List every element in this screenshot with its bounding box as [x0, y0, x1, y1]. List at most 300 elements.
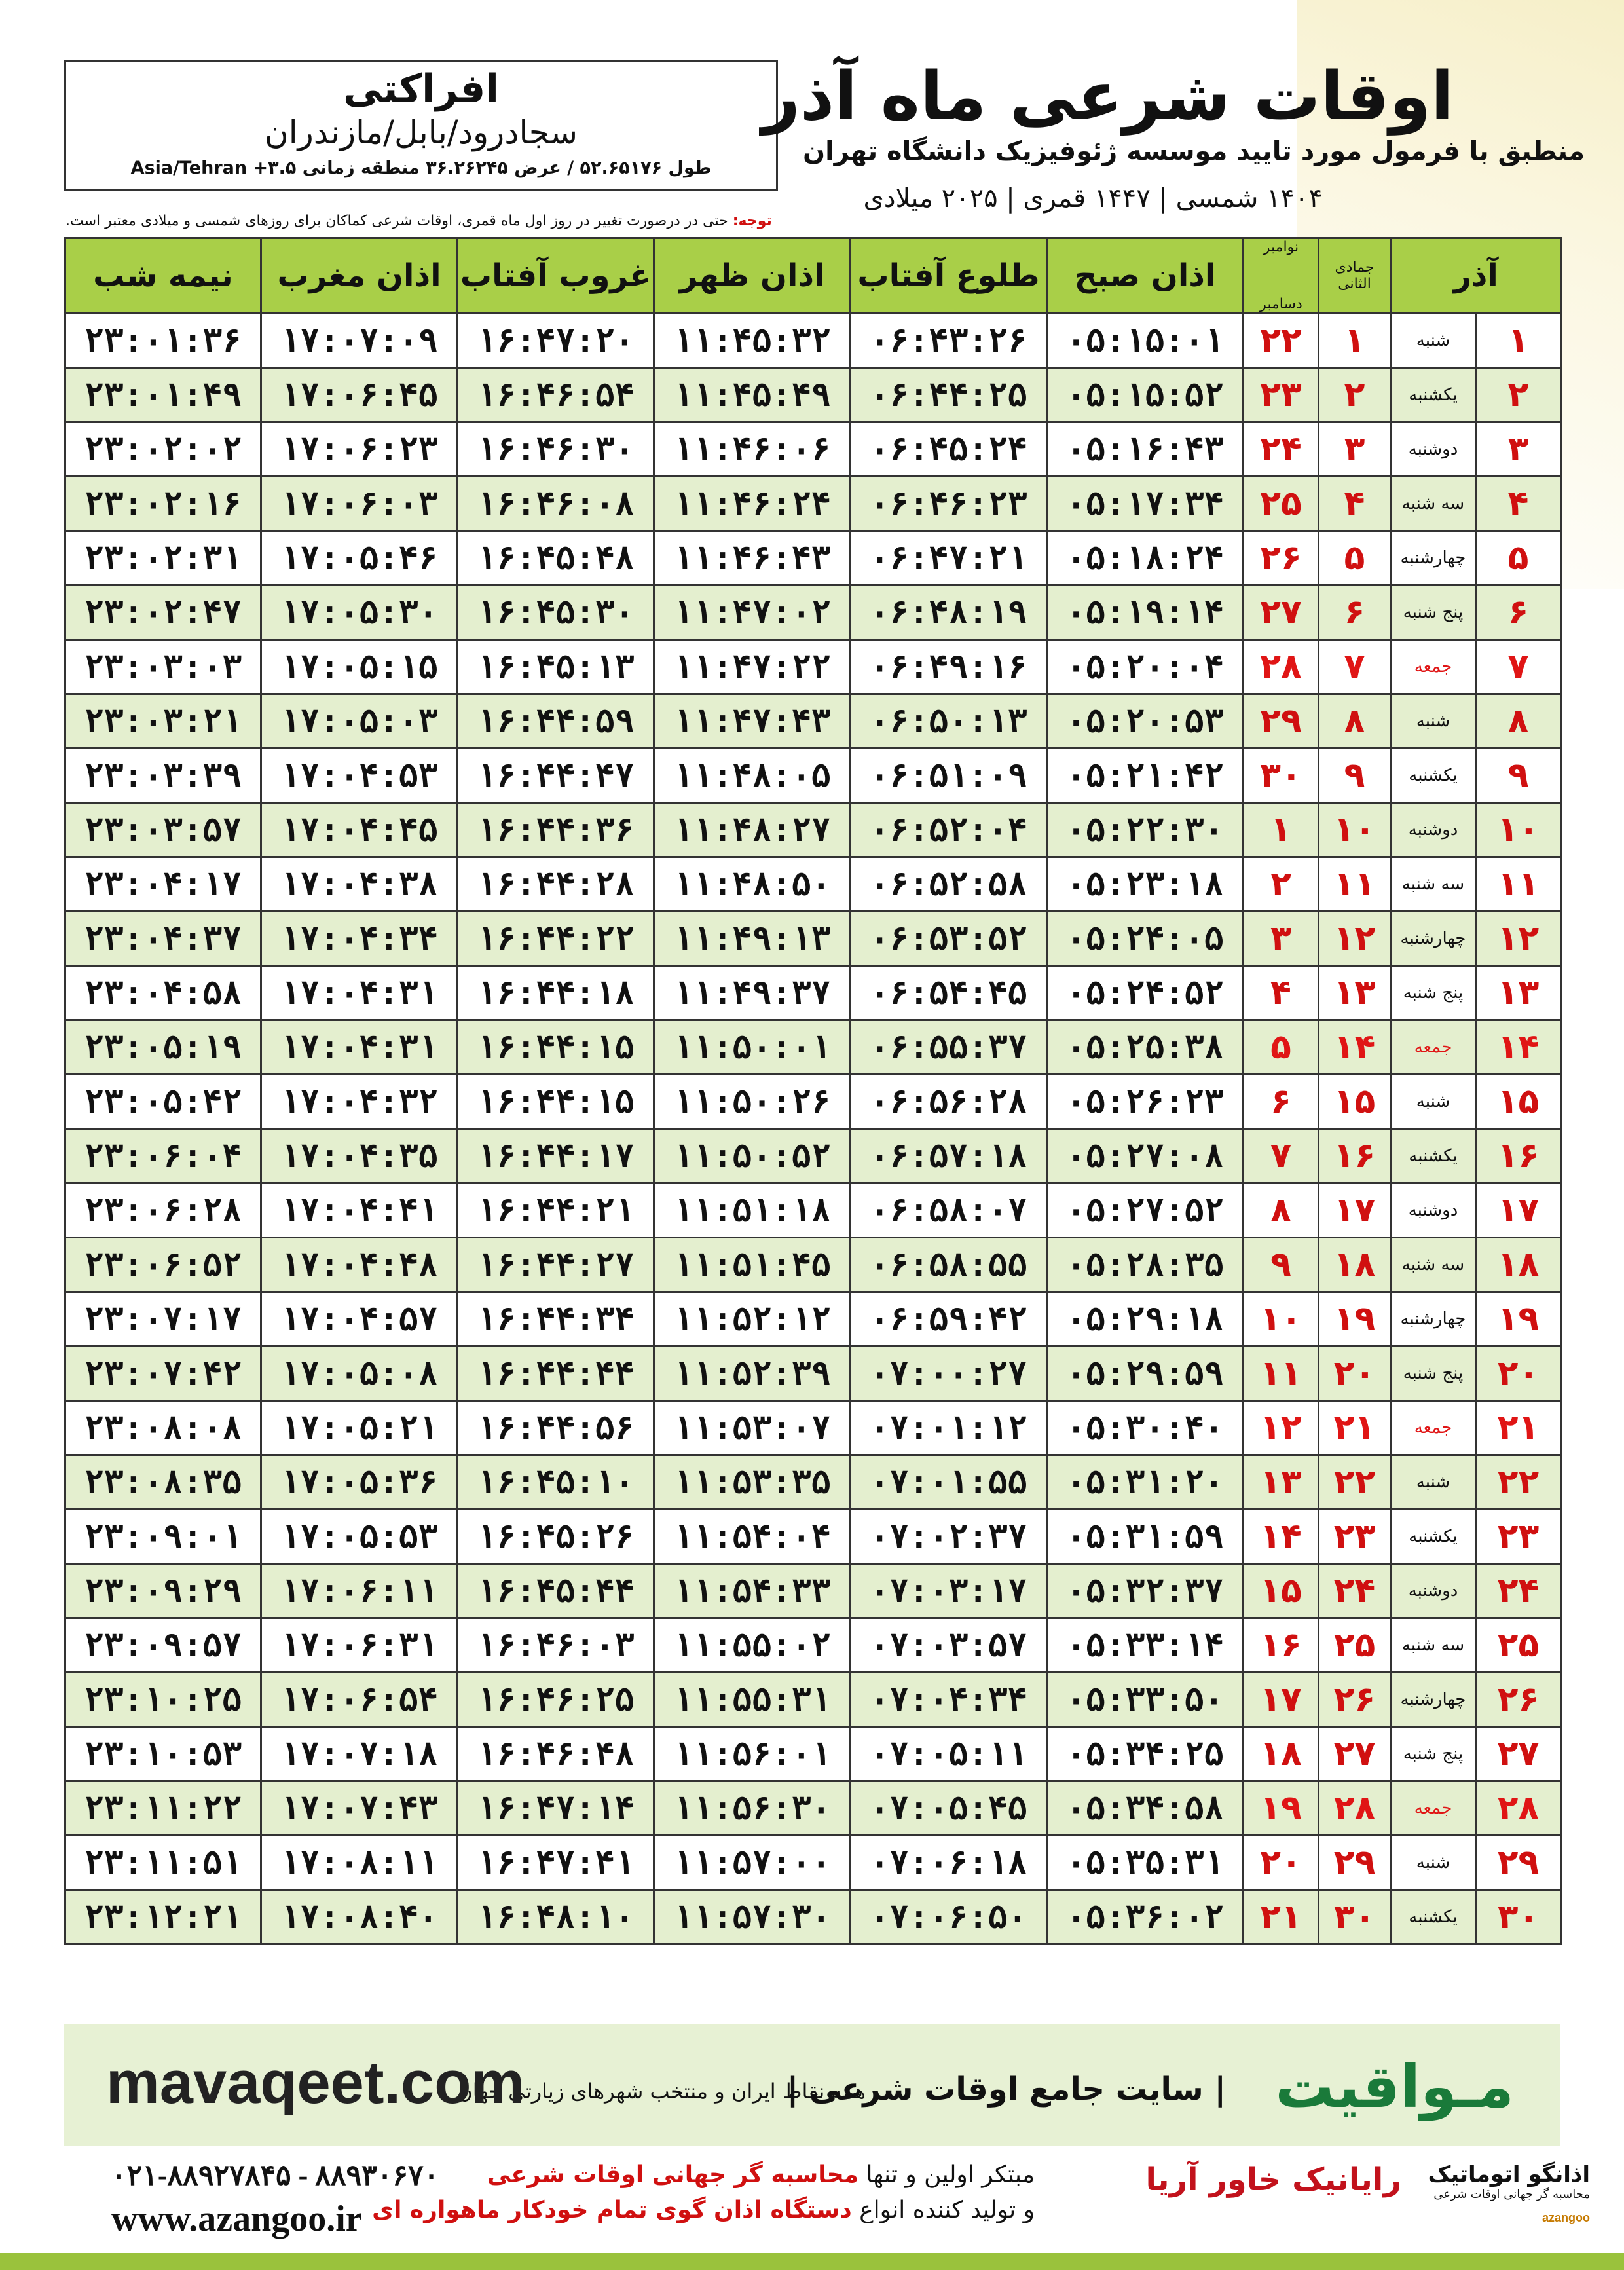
cell-dhuhr: ۱۱:۵۴:۰۴ [654, 1510, 851, 1564]
header-midnight: نیمه شب [65, 238, 261, 314]
cell-sunrise: ۰۷:۰۶:۵۰ [851, 1890, 1047, 1944]
cell-midnight: ۲۳:۰۵:۱۹ [65, 1020, 261, 1075]
cell-day: ۲۸ [1476, 1781, 1561, 1836]
cell-day: ۷ [1476, 640, 1561, 694]
cell-sunrise: ۰۷:۰۳:۵۷ [851, 1618, 1047, 1673]
header-hijri: جمادی الثانی [1319, 238, 1391, 314]
cell-sunrise: ۰۶:۵۸:۵۵ [851, 1238, 1047, 1292]
cell-day: ۱۰ [1476, 803, 1561, 857]
cell-midnight: ۲۳:۰۲:۱۶ [65, 477, 261, 531]
cell-fajr: ۰۵:۲۹:۱۸ [1047, 1292, 1244, 1347]
location-box [64, 60, 778, 191]
cell-midnight: ۲۳:۱۲:۲۱ [65, 1890, 261, 1944]
cell-dhuhr: ۱۱:۴۵:۳۲ [654, 314, 851, 368]
footer-line-1 [487, 2161, 1035, 2188]
cell-weekday: پنج شنبه [1391, 1727, 1476, 1781]
cell-weekday: دوشنبه [1391, 1183, 1476, 1238]
table-row [65, 966, 1561, 1020]
cell-day: ۲۹ [1476, 1836, 1561, 1890]
cell-hijri: ۱ [1319, 314, 1391, 368]
note-label: توجه: [732, 213, 772, 229]
table-row [65, 1673, 1561, 1727]
cell-dhuhr: ۱۱:۵۰:۲۶ [654, 1075, 851, 1129]
cell-gregorian: ۱۴ [1244, 1510, 1319, 1564]
cell-weekday: یکشنبه [1391, 1890, 1476, 1944]
cell-sunrise: ۰۶:۵۸:۰۷ [851, 1183, 1047, 1238]
cell-dhuhr: ۱۱:۵۵:۳۱ [654, 1673, 851, 1727]
azangoo-logo [1428, 2161, 1590, 2227]
cell-weekday: دوشنبه [1391, 1564, 1476, 1618]
cell-gregorian: ۲۸ [1244, 640, 1319, 694]
cell-day: ۱۴ [1476, 1020, 1561, 1075]
cell-day: ۲۵ [1476, 1618, 1561, 1673]
cell-hijri: ۲ [1319, 368, 1391, 422]
cell-sunset: ۱۶:۴۵:۱۳ [458, 640, 654, 694]
cell-gregorian: ۳ [1244, 912, 1319, 966]
cell-midnight: ۲۳:۰۱:۳۶ [65, 314, 261, 368]
cell-day: ۵ [1476, 531, 1561, 586]
cell-midnight: ۲۳:۰۸:۳۵ [65, 1455, 261, 1510]
cell-maghrib: ۱۷:۰۵:۰۸ [261, 1347, 458, 1401]
cell-fajr: ۰۵:۱۵:۵۲ [1047, 368, 1244, 422]
cell-maghrib: ۱۷:۰۵:۲۱ [261, 1401, 458, 1455]
cell-sunset: ۱۶:۴۴:۲۸ [458, 857, 654, 912]
cell-dhuhr: ۱۱:۵۱:۴۵ [654, 1238, 851, 1292]
cell-dhuhr: ۱۱:۵۲:۳۹ [654, 1347, 851, 1401]
cell-midnight: ۲۳:۰۸:۰۸ [65, 1401, 261, 1455]
cell-sunset: ۱۶:۴۶:۵۴ [458, 368, 654, 422]
cell-weekday: یکشنبه [1391, 749, 1476, 803]
phone-number: ۰۲۱-۸۸۹۲۷۸۴۵ - ۸۸۹۳۰۶۷۰ [111, 2159, 439, 2191]
cell-maghrib: ۱۷:۰۵:۰۳ [261, 694, 458, 749]
cell-fajr: ۰۵:۳۱:۲۰ [1047, 1455, 1244, 1510]
cell-sunset: ۱۶:۴۴:۲۷ [458, 1238, 654, 1292]
cell-midnight: ۲۳:۰۹:۰۱ [65, 1510, 261, 1564]
cell-gregorian: ۱۹ [1244, 1781, 1319, 1836]
cell-sunrise: ۰۶:۴۹:۱۶ [851, 640, 1047, 694]
cell-weekday: دوشنبه [1391, 803, 1476, 857]
cell-sunrise: ۰۶:۵۱:۰۹ [851, 749, 1047, 803]
cell-dhuhr: ۱۱:۴۵:۴۹ [654, 368, 851, 422]
cell-sunset: ۱۶:۴۴:۴۷ [458, 749, 654, 803]
cell-fajr: ۰۵:۲۷:۵۲ [1047, 1183, 1244, 1238]
cell-sunrise: ۰۶:۵۲:۰۴ [851, 803, 1047, 857]
cell-maghrib: ۱۷:۰۴:۴۱ [261, 1183, 458, 1238]
cell-weekday: پنج شنبه [1391, 966, 1476, 1020]
cell-dhuhr: ۱۱:۵۷:۰۰ [654, 1836, 851, 1890]
cell-gregorian: ۶ [1244, 1075, 1319, 1129]
cell-sunset: ۱۶:۴۷:۱۴ [458, 1781, 654, 1836]
banner-tagline: | سایت جامع اوقات شرعی | [786, 2071, 1226, 2108]
cell-dhuhr: ۱۱:۴۶:۰۶ [654, 422, 851, 477]
cell-gregorian: ۱ [1244, 803, 1319, 857]
table-row [65, 1564, 1561, 1618]
table-row [65, 1292, 1561, 1347]
cell-day: ۱۱ [1476, 857, 1561, 912]
header-fajr: اذان صبح [1047, 238, 1244, 314]
note-text: حتی در درصورت تغییر در روز اول ماه قمری، اوقات شرعی کماکان برای روزهای شمسی و میلادی معتبر است. [65, 213, 728, 229]
cell-hijri: ۲۷ [1319, 1727, 1391, 1781]
cell-weekday: جمعه [1391, 1401, 1476, 1455]
azangoo-logo-title: اذانگو اتوماتیک [1428, 2161, 1590, 2187]
cell-sunset: ۱۶:۴۴:۳۴ [458, 1292, 654, 1347]
cell-dhuhr: ۱۱:۵۳:۳۵ [654, 1455, 851, 1510]
header-azar: آذر [1391, 238, 1561, 314]
cell-fajr: ۰۵:۲۷:۰۸ [1047, 1129, 1244, 1183]
cell-sunrise: ۰۷:۰۱:۱۲ [851, 1401, 1047, 1455]
cell-hijri: ۵ [1319, 531, 1391, 586]
cell-midnight: ۲۳:۰۱:۴۹ [65, 368, 261, 422]
cell-gregorian: ۲۹ [1244, 694, 1319, 749]
table-header-row [65, 238, 1561, 314]
cell-midnight: ۲۳:۰۳:۲۱ [65, 694, 261, 749]
cell-maghrib: ۱۷:۰۶:۲۳ [261, 422, 458, 477]
cell-weekday: شنبه [1391, 314, 1476, 368]
cell-weekday: سه شنبه [1391, 857, 1476, 912]
cell-sunset: ۱۶:۴۶:۳۰ [458, 422, 654, 477]
cell-weekday: شنبه [1391, 1836, 1476, 1890]
cell-maghrib: ۱۷:۰۴:۳۴ [261, 912, 458, 966]
cell-hijri: ۲۱ [1319, 1401, 1391, 1455]
cell-maghrib: ۱۷:۰۸:۱۱ [261, 1836, 458, 1890]
cell-hijri: ۱۸ [1319, 1238, 1391, 1292]
region-name: سجادرود/بابل/مازندران [265, 113, 578, 151]
table-row [65, 857, 1561, 912]
cell-hijri: ۸ [1319, 694, 1391, 749]
table-row [65, 314, 1561, 368]
cell-day: ۱۵ [1476, 1075, 1561, 1129]
cell-fajr: ۰۵:۳۱:۵۹ [1047, 1510, 1244, 1564]
cell-gregorian: ۲۵ [1244, 477, 1319, 531]
footer-line-2-a: و تولید کننده انواع [859, 2197, 1035, 2223]
cell-fajr: ۰۵:۱۵:۰۱ [1047, 314, 1244, 368]
cell-dhuhr: ۱۱:۵۴:۳۳ [654, 1564, 851, 1618]
cell-maghrib: ۱۷:۰۶:۴۵ [261, 368, 458, 422]
cell-day: ۲۴ [1476, 1564, 1561, 1618]
cell-weekday: پنج شنبه [1391, 586, 1476, 640]
cell-fajr: ۰۵:۱۶:۴۳ [1047, 422, 1244, 477]
cell-hijri: ۱۱ [1319, 857, 1391, 912]
cell-maghrib: ۱۷:۰۶:۳۱ [261, 1618, 458, 1673]
table-row [65, 1836, 1561, 1890]
header-maghrib: اذان مغرب [261, 238, 458, 314]
cell-fajr: ۰۵:۲۰:۰۴ [1047, 640, 1244, 694]
cell-day: ۲۰ [1476, 1347, 1561, 1401]
cell-weekday: سه شنبه [1391, 1238, 1476, 1292]
cell-maghrib: ۱۷:۰۴:۵۷ [261, 1292, 458, 1347]
cell-sunset: ۱۶:۴۴:۴۴ [458, 1347, 654, 1401]
cell-midnight: ۲۳:۰۳:۰۳ [65, 640, 261, 694]
table-row [65, 1781, 1561, 1836]
cell-hijri: ۲۸ [1319, 1781, 1391, 1836]
prayer-times-table [64, 237, 1562, 1945]
table-row [65, 1890, 1561, 1944]
cell-weekday: شنبه [1391, 694, 1476, 749]
cell-maghrib: ۱۷:۰۵:۳۶ [261, 1455, 458, 1510]
cell-hijri: ۲۲ [1319, 1455, 1391, 1510]
cell-hijri: ۳ [1319, 422, 1391, 477]
table-row [65, 368, 1561, 422]
cell-midnight: ۲۳:۱۱:۵۱ [65, 1836, 261, 1890]
cell-gregorian: ۸ [1244, 1183, 1319, 1238]
azangoo-logo-subtitle: محاسبه گر جهانی اوقات شرعی [1433, 2187, 1590, 2201]
cell-sunset: ۱۶:۴۷:۲۰ [458, 314, 654, 368]
table-row [65, 1183, 1561, 1238]
cell-weekday: دوشنبه [1391, 422, 1476, 477]
cell-dhuhr: ۱۱:۴۷:۰۲ [654, 586, 851, 640]
cell-day: ۱۳ [1476, 966, 1561, 1020]
cell-fajr: ۰۵:۱۹:۱۴ [1047, 586, 1244, 640]
cell-fajr: ۰۵:۲۵:۳۸ [1047, 1020, 1244, 1075]
cell-maghrib: ۱۷:۰۴:۳۱ [261, 966, 458, 1020]
cell-gregorian: ۱۱ [1244, 1347, 1319, 1401]
cell-fajr: ۰۵:۳۴:۵۸ [1047, 1781, 1244, 1836]
cell-maghrib: ۱۷:۰۷:۱۸ [261, 1727, 458, 1781]
cell-maghrib: ۱۷:۰۴:۳۸ [261, 857, 458, 912]
cell-weekday: چهارشنبه [1391, 1673, 1476, 1727]
cell-hijri: ۲۶ [1319, 1673, 1391, 1727]
cell-day: ۳ [1476, 422, 1561, 477]
cell-hijri: ۷ [1319, 640, 1391, 694]
cell-sunrise: ۰۶:۴۶:۲۳ [851, 477, 1047, 531]
cell-day: ۲۳ [1476, 1510, 1561, 1564]
table-row [65, 1618, 1561, 1673]
cell-fajr: ۰۵:۲۲:۳۰ [1047, 803, 1244, 857]
cell-weekday: جمعه [1391, 640, 1476, 694]
cell-midnight: ۲۳:۱۱:۲۲ [65, 1781, 261, 1836]
cell-dhuhr: ۱۱:۵۵:۰۲ [654, 1618, 851, 1673]
cell-dhuhr: ۱۱:۴۶:۲۴ [654, 477, 851, 531]
footer-line-1-b: محاسبه گر جهانی اوقات شرعی [487, 2161, 858, 2188]
table-row [65, 1129, 1561, 1183]
cell-weekday: یکشنبه [1391, 368, 1476, 422]
banner-tagline-secondary: همه نقاط ایران و منتخب شهرهای زیارتی جهان [457, 2079, 866, 2104]
cell-sunset: ۱۶:۴۴:۱۵ [458, 1020, 654, 1075]
cell-weekday: چهارشنبه [1391, 531, 1476, 586]
cell-sunset: ۱۶:۴۴:۱۵ [458, 1075, 654, 1129]
cell-midnight: ۲۳:۱۰:۲۵ [65, 1673, 261, 1727]
cell-sunrise: ۰۶:۵۳:۵۲ [851, 912, 1047, 966]
cell-gregorian: ۱۸ [1244, 1727, 1319, 1781]
cell-hijri: ۲۰ [1319, 1347, 1391, 1401]
cell-sunrise: ۰۷:۰۴:۳۴ [851, 1673, 1047, 1727]
cell-fajr: ۰۵:۱۷:۳۴ [1047, 477, 1244, 531]
table-row [65, 586, 1561, 640]
cell-sunrise: ۰۶:۴۷:۲۱ [851, 531, 1047, 586]
cell-gregorian: ۱۵ [1244, 1564, 1319, 1618]
cell-day: ۹ [1476, 749, 1561, 803]
cell-sunrise: ۰۶:۵۲:۵۸ [851, 857, 1047, 912]
rayanik-logo: رایانیک خاور آریا [1145, 2161, 1401, 2198]
page-title: اوقات شرعی ماه آذر [762, 58, 1454, 136]
cell-fajr: ۰۵:۲۹:۵۹ [1047, 1347, 1244, 1401]
cell-midnight: ۲۳:۰۴:۱۷ [65, 857, 261, 912]
cell-midnight: ۲۳:۰۵:۴۲ [65, 1075, 261, 1129]
cell-hijri: ۲۹ [1319, 1836, 1391, 1890]
cell-fajr: ۰۵:۱۸:۲۴ [1047, 531, 1244, 586]
cell-hijri: ۱۲ [1319, 912, 1391, 966]
table-row [65, 694, 1561, 749]
table-row [65, 1455, 1561, 1510]
cell-day: ۱۸ [1476, 1238, 1561, 1292]
cell-fajr: ۰۵:۳۳:۵۰ [1047, 1673, 1244, 1727]
cell-maghrib: ۱۷:۰۵:۳۰ [261, 586, 458, 640]
cell-midnight: ۲۳:۰۲:۴۷ [65, 586, 261, 640]
cell-midnight: ۲۳:۰۶:۵۲ [65, 1238, 261, 1292]
table-row [65, 640, 1561, 694]
cell-gregorian: ۲۴ [1244, 422, 1319, 477]
cell-day: ۴ [1476, 477, 1561, 531]
cell-sunrise: ۰۶:۴۳:۲۶ [851, 314, 1047, 368]
cell-gregorian: ۹ [1244, 1238, 1319, 1292]
cell-midnight: ۲۳:۰۴:۳۷ [65, 912, 261, 966]
cell-day: ۱۲ [1476, 912, 1561, 966]
cell-maghrib: ۱۷:۰۴:۳۵ [261, 1129, 458, 1183]
cell-gregorian: ۱۳ [1244, 1455, 1319, 1510]
cell-sunset: ۱۶:۴۵:۴۸ [458, 531, 654, 586]
cell-sunrise: ۰۷:۰۶:۱۸ [851, 1836, 1047, 1890]
cell-hijri: ۲۵ [1319, 1618, 1391, 1673]
cell-dhuhr: ۱۱:۵۰:۰۱ [654, 1020, 851, 1075]
page-subtitle: منطبق با فرمول مورد تایید موسسه ژئوفیزیک دانشگاه تهران [802, 136, 1585, 166]
footer-website[interactable]: www.azangoo.ir [111, 2199, 362, 2239]
table-row [65, 803, 1561, 857]
cell-maghrib: ۱۷:۰۷:۴۳ [261, 1781, 458, 1836]
cell-sunrise: ۰۷:۰۵:۴۵ [851, 1781, 1047, 1836]
cell-sunrise: ۰۶:۵۷:۱۸ [851, 1129, 1047, 1183]
coordinates: طول ۵۲.۶۵۱۷۶ / عرض ۳۶.۲۶۲۴۵ منطقه زمانی ۳.۵+ Asia/Tehran [130, 158, 712, 178]
cell-day: ۳۰ [1476, 1890, 1561, 1944]
table-row [65, 1347, 1561, 1401]
cell-dhuhr: ۱۱:۴۹:۱۳ [654, 912, 851, 966]
cell-weekday: چهارشنبه [1391, 912, 1476, 966]
header-gregorian-bottom: دسامبر [1259, 296, 1302, 312]
cell-maghrib: ۱۷:۰۴:۳۲ [261, 1075, 458, 1129]
cell-fajr: ۰۵:۳۵:۳۱ [1047, 1836, 1244, 1890]
cell-hijri: ۳۰ [1319, 1890, 1391, 1944]
cell-midnight: ۲۳:۰۲:۰۲ [65, 422, 261, 477]
header-dhuhr: اذان ظهر [654, 238, 851, 314]
cell-maghrib: ۱۷:۰۷:۰۹ [261, 314, 458, 368]
cell-sunset: ۱۶:۴۸:۱۰ [458, 1890, 654, 1944]
table-row [65, 1238, 1561, 1292]
cell-midnight: ۲۳:۰۷:۴۲ [65, 1347, 261, 1401]
cell-gregorian: ۱۰ [1244, 1292, 1319, 1347]
cell-midnight: ۲۳:۰۹:۵۷ [65, 1618, 261, 1673]
calendar-years: ۱۴۰۴ شمسی | ۱۴۴۷ قمری | ۲۰۲۵ میلادی [863, 183, 1323, 214]
cell-fajr: ۰۵:۲۴:۵۲ [1047, 966, 1244, 1020]
cell-day: ۸ [1476, 694, 1561, 749]
cell-hijri: ۱۷ [1319, 1183, 1391, 1238]
cell-dhuhr: ۱۱:۴۸:۵۰ [654, 857, 851, 912]
cell-midnight: ۲۳:۰۴:۵۸ [65, 966, 261, 1020]
cell-gregorian: ۱۲ [1244, 1401, 1319, 1455]
cell-gregorian: ۲۰ [1244, 1836, 1319, 1890]
cell-sunset: ۱۶:۴۶:۲۵ [458, 1673, 654, 1727]
cell-dhuhr: ۱۱:۴۹:۳۷ [654, 966, 851, 1020]
cell-gregorian: ۲۶ [1244, 531, 1319, 586]
cell-maghrib: ۱۷:۰۵:۴۶ [261, 531, 458, 586]
cell-maghrib: ۱۷:۰۶:۱۱ [261, 1564, 458, 1618]
cell-hijri: ۹ [1319, 749, 1391, 803]
city-name: افراکتی [343, 66, 499, 112]
header-sunrise: طلوع آفتاب [851, 238, 1047, 314]
cell-hijri: ۱۳ [1319, 966, 1391, 1020]
cell-sunset: ۱۶:۴۴:۱۷ [458, 1129, 654, 1183]
cell-weekday: شنبه [1391, 1075, 1476, 1129]
table-row [65, 1075, 1561, 1129]
cell-gregorian: ۵ [1244, 1020, 1319, 1075]
cell-gregorian: ۴ [1244, 966, 1319, 1020]
cell-sunrise: ۰۷:۰۱:۵۵ [851, 1455, 1047, 1510]
cell-sunset: ۱۶:۴۶:۰۳ [458, 1618, 654, 1673]
cell-dhuhr: ۱۱:۴۷:۴۳ [654, 694, 851, 749]
cell-fajr: ۰۵:۲۱:۴۲ [1047, 749, 1244, 803]
cell-sunrise: ۰۶:۵۵:۳۷ [851, 1020, 1047, 1075]
cell-fajr: ۰۵:۲۸:۳۵ [1047, 1238, 1244, 1292]
cell-weekday: شنبه [1391, 1455, 1476, 1510]
table-row [65, 1727, 1561, 1781]
cell-fajr: ۰۵:۲۰:۵۳ [1047, 694, 1244, 749]
cell-fajr: ۰۵:۳۲:۳۷ [1047, 1564, 1244, 1618]
cell-sunrise: ۰۶:۴۴:۲۵ [851, 368, 1047, 422]
cell-fajr: ۰۵:۲۳:۱۸ [1047, 857, 1244, 912]
cell-maghrib: ۱۷:۰۶:۵۴ [261, 1673, 458, 1727]
cell-gregorian: ۱۶ [1244, 1618, 1319, 1673]
cell-day: ۲۱ [1476, 1401, 1561, 1455]
cell-sunrise: ۰۷:۰۲:۳۷ [851, 1510, 1047, 1564]
website-link[interactable]: mavaqeet.com [106, 2049, 525, 2116]
cell-dhuhr: ۱۱:۵۰:۵۲ [654, 1129, 851, 1183]
table-row [65, 749, 1561, 803]
cell-gregorian: ۲۳ [1244, 368, 1319, 422]
cell-day: ۲۶ [1476, 1673, 1561, 1727]
cell-hijri: ۲۴ [1319, 1564, 1391, 1618]
cell-dhuhr: ۱۱:۴۶:۴۳ [654, 531, 851, 586]
cell-midnight: ۲۳:۰۳:۵۷ [65, 803, 261, 857]
cell-sunset: ۱۶:۴۵:۱۰ [458, 1455, 654, 1510]
cell-gregorian: ۳۰ [1244, 749, 1319, 803]
brand-logo: مـواقیت [1275, 2053, 1514, 2121]
table-row [65, 1510, 1561, 1564]
table-row [65, 422, 1561, 477]
header-gregorian [1244, 238, 1319, 314]
cell-sunset: ۱۶:۴۴:۵۶ [458, 1401, 654, 1455]
cell-weekday: سه شنبه [1391, 1618, 1476, 1673]
footer-line-1-a: مبتکر اولین و تنها [866, 2161, 1035, 2188]
footer-line-2-b: دستگاه اذان گوی تمام خودکار ماهواره ای [372, 2197, 852, 2223]
cell-maghrib: ۱۷:۰۴:۴۵ [261, 803, 458, 857]
table-row [65, 1020, 1561, 1075]
cell-sunset: ۱۶:۴۴:۲۱ [458, 1183, 654, 1238]
cell-weekday: سه شنبه [1391, 477, 1476, 531]
cell-day: ۱ [1476, 314, 1561, 368]
cell-midnight: ۲۳:۰۹:۲۹ [65, 1564, 261, 1618]
cell-sunset: ۱۶:۴۵:۲۶ [458, 1510, 654, 1564]
table-row [65, 912, 1561, 966]
cell-maghrib: ۱۷:۰۴:۴۸ [261, 1238, 458, 1292]
cell-day: ۲۷ [1476, 1727, 1561, 1781]
cell-midnight: ۲۳:۰۶:۲۸ [65, 1183, 261, 1238]
table-row [65, 531, 1561, 586]
cell-dhuhr: ۱۱:۵۶:۳۰ [654, 1781, 851, 1836]
cell-sunrise: ۰۶:۴۸:۱۹ [851, 586, 1047, 640]
cell-midnight: ۲۳:۰۳:۳۹ [65, 749, 261, 803]
cell-maghrib: ۱۷:۰۵:۱۵ [261, 640, 458, 694]
cell-gregorian: ۲۷ [1244, 586, 1319, 640]
cell-gregorian: ۷ [1244, 1129, 1319, 1183]
cell-midnight: ۲۳:۰۲:۳۱ [65, 531, 261, 586]
